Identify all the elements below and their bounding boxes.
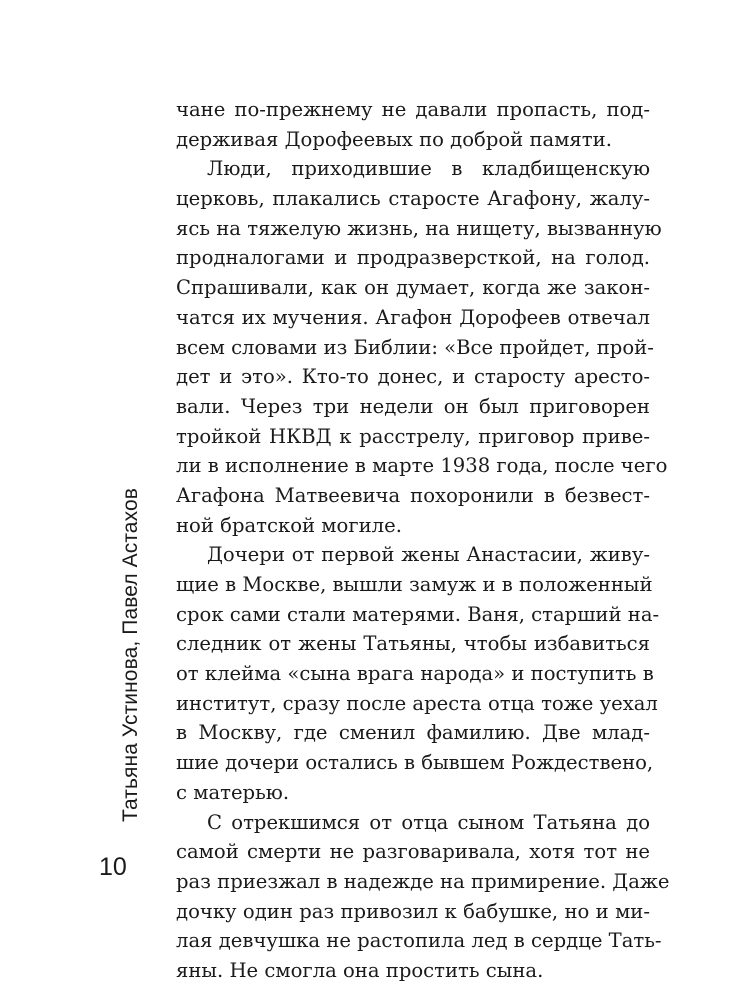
text-line: срок сами стали матерями. Ваня, старший на- xyxy=(176,602,660,626)
text-line: чатся их мучения. Агафон Дорофеев отвечал xyxy=(176,305,650,329)
text-line: институт, сразу после ареста отца тоже уехал xyxy=(176,691,658,715)
text-line: С отрекшимся от отца сыном Татьяна до xyxy=(207,810,650,834)
text-line: вали. Через три недели он был приговорен xyxy=(176,394,650,418)
text-line: чане по-прежнему не давали пропасть, под- xyxy=(176,98,650,121)
text-line: держивая Дорофеевых по доброй памяти. xyxy=(176,127,612,151)
text-line: ли в исполнение в марте 1938 года, после чего xyxy=(176,454,668,478)
text-line: дет и это». Кто-то донес, и старосту аресто- xyxy=(176,365,650,389)
paragraph xyxy=(176,540,660,807)
text-line: продналогами и продразверсткой, на голод. xyxy=(176,246,650,270)
text-line: яны. Не смогла она простить сына. xyxy=(176,958,544,982)
text-line: с матерью. xyxy=(176,780,290,804)
text-line: раз приезжал в надежде на примирение. Даже xyxy=(176,869,670,893)
text-line: ясь на тяжелую жизнь, на нищету, вызванную xyxy=(176,216,662,240)
text-line: в Москву, где сменил фамилию. Две млад- xyxy=(176,721,650,745)
paragraph xyxy=(176,808,670,986)
text-line: Агафона Матвеевича похоронили в безвест- xyxy=(176,483,650,507)
text-line: Дочери от первой жены Анастасии, живу- xyxy=(207,543,650,567)
text-line: щие в Москве, вышли замуж и в положенный xyxy=(176,573,653,596)
paragraph xyxy=(176,95,650,154)
body-text xyxy=(176,95,670,986)
text-line: самой смерти не разговаривала, хотя тот не xyxy=(176,840,650,864)
text-line: шие дочери остались в бывшем Рождествено, xyxy=(176,751,654,775)
text-line: следник от жены Татьяны, чтобы избавиться xyxy=(176,632,650,656)
paragraph xyxy=(176,154,668,540)
text-line: ной братской могиле. xyxy=(176,513,402,537)
page-number: 10 xyxy=(99,853,127,881)
text-line: Спрашивали, как он думает, когда же закон- xyxy=(176,276,650,300)
text-line: тройкой НКВД к расстрелу, приговор приве- xyxy=(176,424,650,448)
running-head-text: Татьяна Устинова, Павел Астахов xyxy=(119,487,142,822)
text-line: Люди, приходившие в кладбищенскую xyxy=(207,157,650,181)
text-line: церковь, плакались старосте Агафону, жалу- xyxy=(176,187,650,211)
text-line: от клейма «сына врага народа» и поступить в xyxy=(176,662,654,686)
text-line: дочку один раз привозил к бабушке, но и ми- xyxy=(176,899,650,923)
text-line: всем словами из Библии: «Все пройдет, прой- xyxy=(176,335,654,359)
running-head xyxy=(118,98,144,822)
text-line: лая девчушка не растопила лед в сердце Тать- xyxy=(176,929,662,953)
